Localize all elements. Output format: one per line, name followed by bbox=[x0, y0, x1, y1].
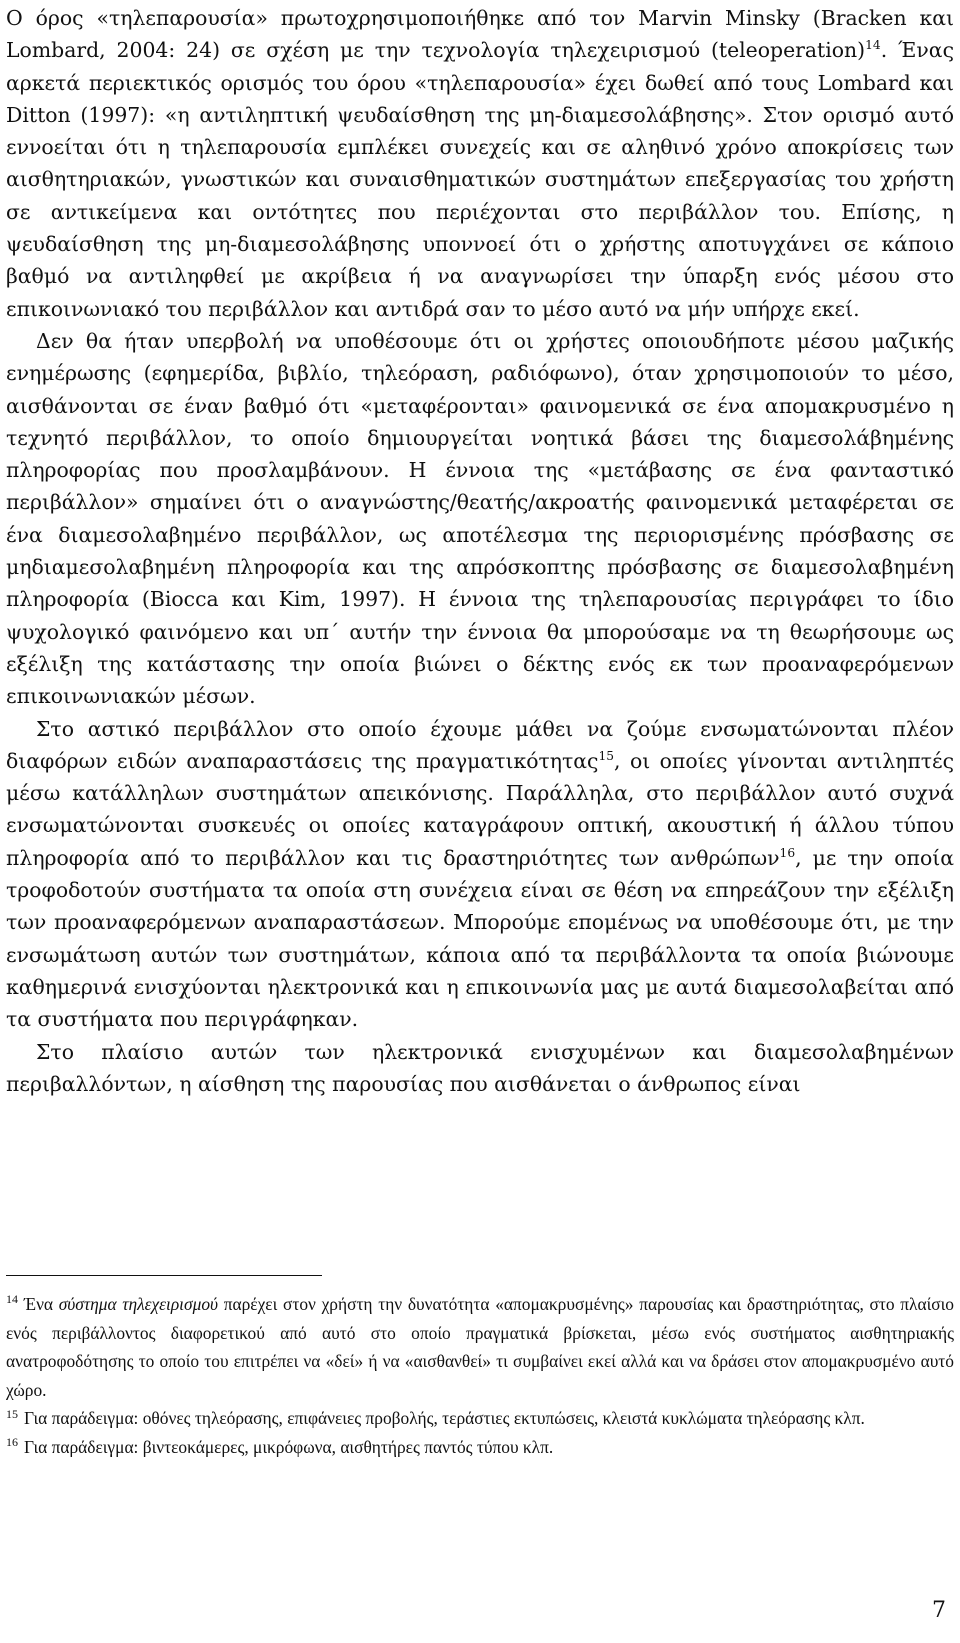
footnote-emphasis: σύστημα τηλεχειρισμού bbox=[58, 1294, 219, 1314]
footnote-number: 15 bbox=[6, 1406, 18, 1421]
footnote-ref-14[interactable]: 14 bbox=[865, 38, 881, 53]
footnote-text: Ένα bbox=[24, 1294, 59, 1314]
paragraph-1 bbox=[6, 2, 954, 325]
footnotes bbox=[6, 1290, 954, 1462]
paragraph-1-text-b: . Ένας αρκετά περιεκτικός ορισμός του όρου «τηλεπαρουσία» έχει δωθεί από τους Lombard και Ditton (1997): «η αντιληπτική ψευδαίσθηση της μη-διαμεσολάβησης». Στον ορισμό αυτό εννοείται ότι η τηλεπαρουσία εμπλέκει συνεχείς και σε αληθινό χρόνο αποκρίσεις των αισθητηριακών, γνωστικών και συναισθηματικών συστημάτων επεξεργασίας του χρήστη σε αντικείμενα και οντότητες που περιέχονται στο περιβάλλον του. Επίσης, η ψευδαίσθηση της μη-διαμεσολάβησης υποννοεί ότι ο χρήστης αποτυγχάνει σε κάποιο βαθμό να αντιληφθεί με ακρίβεια ή να αναγνωρίσει την ύπαρξη ενός μέσου στο επικοινωνιακό του περιβάλλον και αντιδρά σαν το μέσο αυτό να μήν υπήρχε εκεί. bbox=[6, 38, 954, 321]
footnote-16 bbox=[6, 1433, 954, 1462]
footnote-ref-15[interactable]: 15 bbox=[598, 749, 615, 764]
paragraph-3-text-b: , οι οποίες γίνονται αντιληπτές μέσω κατάλληλων συστημάτων απεικόνισης. Παράλληλα, στο περιβάλλον αυτό συχνά ενσωματώνονται συσκευές οι οποίες καταγράφουν οπτική, ακουστική ή άλλου τύπου πληροφορία από το περιβάλλον και τις δραστηριότητες των ανθρώπων bbox=[6, 748, 954, 870]
paragraph-3-text-a: Στο αστικό περιβάλλον στο οποίο έχουμε μάθει να ζούμε ενσωματώνονται πλέον διαφόρων ειδών αναπαραστάσεις της πραγματικότητας bbox=[6, 716, 954, 773]
footnote-number: 16 bbox=[6, 1435, 18, 1450]
footnote-text: Για παράδειγμα: βιντεοκάμερες, μικρόφωνα, αισθητήρες παντός τύπου κλπ. bbox=[24, 1436, 554, 1457]
footnote-text: παρέχει στον χρήστη την δυνατότητα «απομακρυσμένης» παρουσίας και δραστηριότητας, στο πλαίσιο ενός περιβάλλοντος διαφορετικού από αυτό στο οποίο πραγματικά βρίσκεται, μέσω ενός συστήματος αισθητηριακής ανατροφοδότησης το οποίο του επιτρέπει να «δεί» ή να «αισθανθεί» τι συμβαίνει εκεί αλλά και να δράσει στον απομακρυσμένο αυτό χώρο. bbox=[6, 1294, 955, 1400]
paragraph-4: Στο πλαίσιο αυτών των ηλεκτρονικά ενισχυμένων και διαμεσολαβημένων περιβαλλόντων, η αίσθηση της παρουσίας που αισθάνεται ο άνθρωπος είναι bbox=[6, 1039, 954, 1096]
body-text bbox=[6, 2, 954, 1100]
footnote-15 bbox=[6, 1404, 954, 1433]
page-number: 7 bbox=[932, 1598, 946, 1623]
paragraph-1-text-a: Ο όρος «τηλεπαρουσία» πρωτοχρησιμοποιήθηκε από τον Marvin Minsky (Bracken και Lombard, 2004: 24) σε σχέση με την τεχνολογία τηλεχειρισμού (teleoperation) bbox=[6, 6, 954, 63]
footnote-text: Για παράδειγμα: οθόνες τηλεόρασης, επιφάνειες προβολής, τεράστιες εκτυπώσεις, κλειστά κυκλώματα τηλεόρασης κλπ. bbox=[24, 1408, 865, 1429]
paragraph-2: Δεν θα ήταν υπερβολή να υποθέσουμε ότι οι χρήστες οποιουδήποτε μέσου μαζικής ενημέρωσης (εφημερίδα, βιβλίο, τηλεόραση, ραδιόφωνο), όταν χρησιμοποιούν το μέσο, αισθάνονται σε έναν βαθμό ότι «μεταφέρονται» φαινομενικά σε ένα απομακρυσμένο η τεχνητό περιβάλλον, το οποίο δημιουργείται νοητικά βάσει της διαμεσολάβημένης πληροφορίας που προσλαμβάνουν. Η έννοια της «μετάβασης σε ένα φανταστικό περιβάλλον» σημαίνει ότι ο αναγνώστης/θεατής/ακροατής φαινομενικά μεταφέρεται σε ένα διαμεσολαβημένο περιβάλλον, ως αποτέλεσμα της περιορισμένης πρόσβασης σε μηδιαμεσολαβημένη πληροφορία και της απρόσκοπτης πρόσβασης σε διαμεσολαβημένη πληροφορία (Biocca και Kim, 1997). Η έννοια της τηλεπαρουσίας περιγράφει το ίδιο ψυχολογικό φαινόμενο και υπ΄ αυτήν την έννοια θα μπορούσαμε να τη θεωρήσουμε ως εξέλιξη της κατάστασης την οποία βιώνει ο δέκτης ενός εκ των προαναφερόμενων επικοινωνιακών μέσων. bbox=[6, 328, 954, 709]
footnote-ref-16[interactable]: 16 bbox=[779, 845, 796, 860]
footnote-number: 14 bbox=[6, 1292, 18, 1307]
paragraph-3-text-c: , με την οποία τροφοδοτούν συστήματα τα οποία στη συνέχεια είναι σε θέση να επηρεάζουν την εξέλιξη των προαναφερόμενων αναπαραστάσεων. Μπορούμε επομένως να υποθέσουμε ότι, με την ενσωμάτωση αυτών των συστημάτων, κάποια από τα περιβάλλοντα τα οποία βιώνουμε καθημερινά ενισχύονται ηλεκτρονικά και η επικοινωνία μας με αυτά διαμεσολαβείται από τα συστήματα που περιγράφηκαν. bbox=[6, 845, 954, 1032]
footnote-separator bbox=[6, 1275, 322, 1276]
paragraph-3 bbox=[6, 713, 954, 1036]
footnote-14 bbox=[6, 1290, 954, 1404]
